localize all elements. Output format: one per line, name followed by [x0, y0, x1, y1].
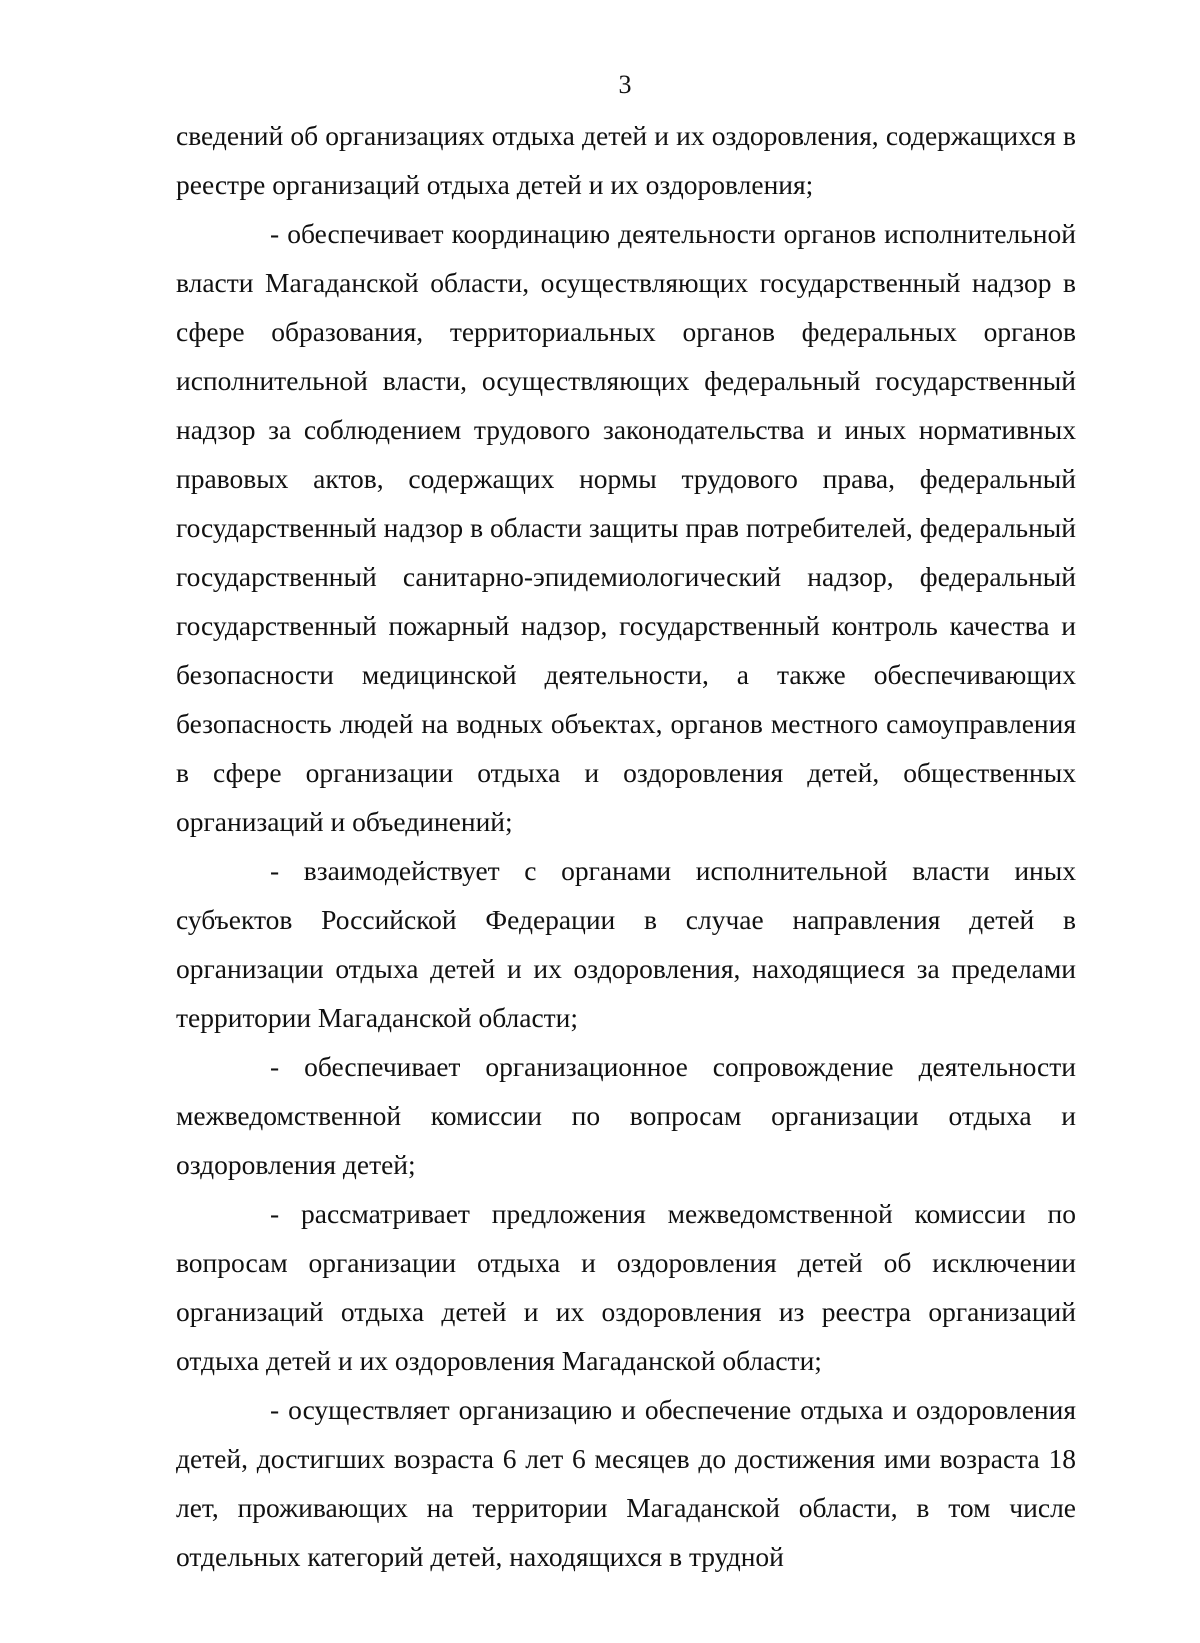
paragraph-continuation: сведений об организациях отдыха детей и их оздоровления, содержащихся в реестре организаций отдыха детей и их оздоровления;	[176, 120, 1076, 200]
paragraph-coordination: - обеспечивает координацию деятельности органов исполнительной власти Магаданской области, осуществляющих государственный надзор в сфере образования, территориальных органов федеральных органов исполнительной власти, осуществляющих федеральный государственный надзор за соблюдением трудового законодательства и иных нормативных правовых актов, содержащих нормы трудового права, федеральный государственный надзор в области защиты прав потребителей, федеральный государственный санитарно-эпидемиологический надзор, федеральный государственный пожарный надзор, государственный контроль качества и безопасности медицинской деятельности, а также обеспечивающих безопасность людей на водных объектах, органов местного самоуправления в сфере организации отдыха и оздоровления детей, общественных организаций и объединений;	[176, 218, 1076, 837]
page-number: 3	[618, 70, 632, 99]
paragraph-commission-support: - обеспечивает организационное сопровождение деятельности межведомственной комиссии по вопросам организации отдыха и оздоровления детей;	[176, 1051, 1076, 1180]
paragraph-organization: - осуществляет организацию и обеспечение отдыха и оздоровления детей, достигших возраста 6 лет 6 месяцев до достижения ими возраста 18 лет, проживающих на территории Магаданской области, в том числе отдельных категорий детей, находящихся в трудной	[176, 1394, 1076, 1572]
document-body	[176, 111, 1076, 1581]
paragraph-interaction: - взаимодействует с органами исполнительной власти иных субъектов Российской Федерации в случае направления детей в организации отдыха детей и их оздоровления, находящиеся за пределами территории Магаданской области;	[176, 855, 1076, 1033]
paragraph-commission-proposals: - рассматривает предложения межведомственной комиссии по вопросам организации отдыха и оздоровления детей об исключении организаций отдыха детей и их оздоровления из реестра организаций отдыха детей и их оздоровления Магаданской области;	[176, 1198, 1076, 1376]
